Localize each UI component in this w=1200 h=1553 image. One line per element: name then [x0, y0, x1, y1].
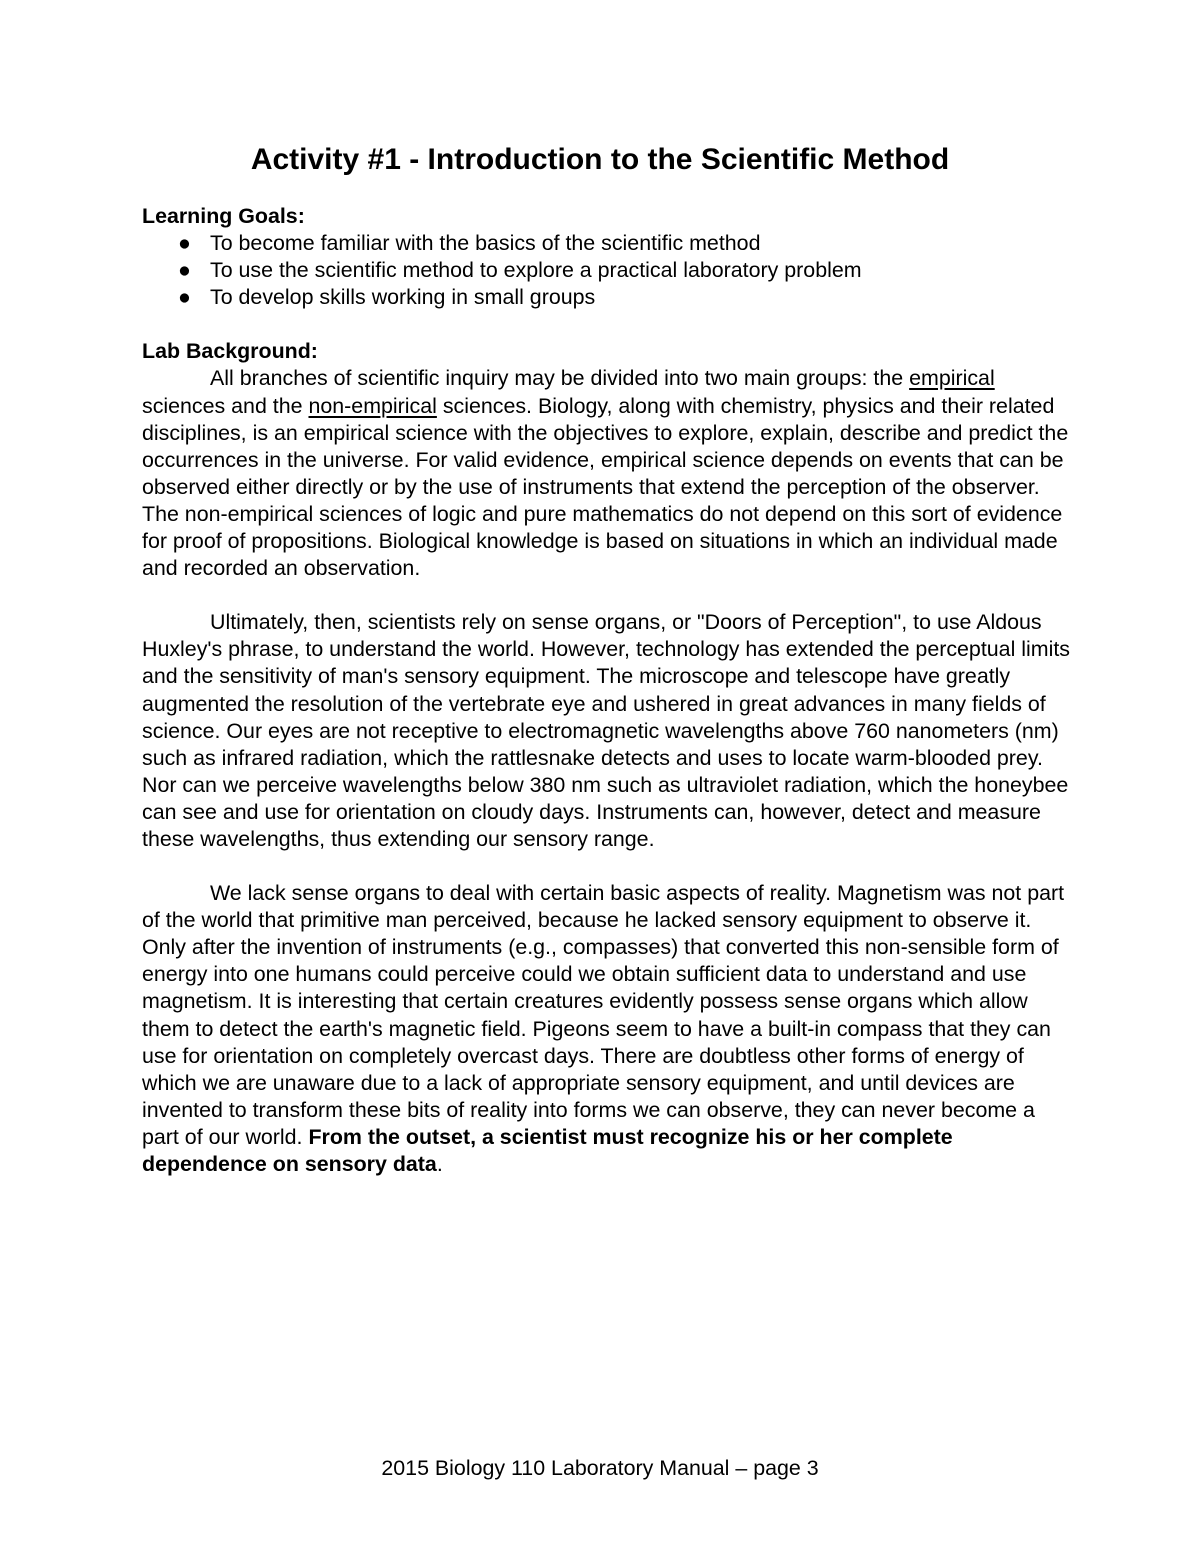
- paragraph-3: [142, 880, 1072, 1178]
- spacer: [142, 311, 1072, 338]
- bullet-icon: ●: [178, 285, 191, 310]
- spacer: [142, 853, 1072, 880]
- list-item-text: To use the scientific method to explore a practical laboratory problem: [210, 258, 862, 283]
- learning-goals-list: [142, 230, 1072, 311]
- document-body: [142, 203, 1072, 1178]
- paragraph-2: Ultimately, then, scientists rely on sense organs, or "Doors of Perception", to use Aldous Huxley's phrase, to understand the world. However, technology has extended the perceptual limits and the sensitivity of man's sensory equipment. The microscope and telescope have greatly augmented the resolution of the vertebrate eye and ushered in great advances in many fields of science. Our eyes are not receptive to electromagnetic wavelengths above 760 nanometers (nm) such as infrared radiation, which the rattlesnake detects and uses to locate warm-blooded prey. Nor can we perceive wavelengths below 380 nm such as ultraviolet radiation, which the honeybee can see and use for orientation on cloudy days. Instruments can, however, detect and measure these wavelengths, thus extending our sensory range.: [142, 610, 1070, 851]
- list-item-text: To develop skills working in small groups: [210, 285, 596, 310]
- paragraph-text: We lack sense organs to deal with certain basic aspects of reality. Magnetism was not part of the world that primitive man perceived, because he lacked sensory equipment to observe it. Only after the invention of instruments (e.g., compasses) that converted this non-sensible form of energy into one humans could perceive could we obtain sufficient data to understand and use magnetism. It is interesting that certain creatures evidently possess sense organs which allow them to detect the earth's magnetic field. Pigeons seem to have a built-in compass that they can use for orientation on completely overcast days. There are doubtless other forms of energy of which we are unaware due to a lack of appropriate sensory equipment, and until devices are invented to transform these bits of reality into forms we can observe, they can never become a part of our world.: [142, 881, 1065, 1149]
- paragraph-text: sciences. Biology, along with chemistry, physics and their related disciplines, is an empirical science with the objectives to explore, explain, describe and predict the occurrences in the universe. For valid evidence, empirical science depends on events that can be observed either directly or by the use of instruments that extend the perception of the observer. The non-empirical sciences of logic and pure mathematics do not depend on this sort of evidence for proof of propositions. Biological knowledge is based on situations in which an individual made and recorded an observation.: [142, 393, 1069, 581]
- underlined-term-empirical: empirical: [909, 366, 995, 391]
- learning-goals-heading: Learning Goals:: [142, 204, 305, 228]
- paragraph-text: All branches of scientific inquiry may be divided into two main groups: the: [210, 366, 910, 391]
- bullet-icon: ●: [178, 231, 191, 256]
- bullet-icon: ●: [178, 258, 191, 283]
- spacer: [142, 582, 1072, 609]
- paragraph-text: sciences and the: [142, 393, 309, 418]
- lab-background-heading: Lab Background:: [142, 339, 318, 364]
- bold-emphasis: From the outset, a scientist must recognize his or her complete dependence on sensory data: [142, 1124, 953, 1176]
- list-item-text: To become familiar with the basics of the scientific method: [210, 231, 761, 256]
- page-footer: 2015 Biology 110 Laboratory Manual – page 3: [381, 1456, 819, 1480]
- list-item: [142, 284, 1072, 311]
- underlined-term-non-empirical: non-empirical: [308, 393, 437, 418]
- list-item: [142, 257, 1072, 284]
- paragraph-1: [142, 365, 1072, 582]
- list-item: [142, 230, 1072, 257]
- page-title: Activity #1 - Introduction to the Scientific Method: [250, 143, 950, 176]
- paragraph-end: .: [436, 1152, 443, 1176]
